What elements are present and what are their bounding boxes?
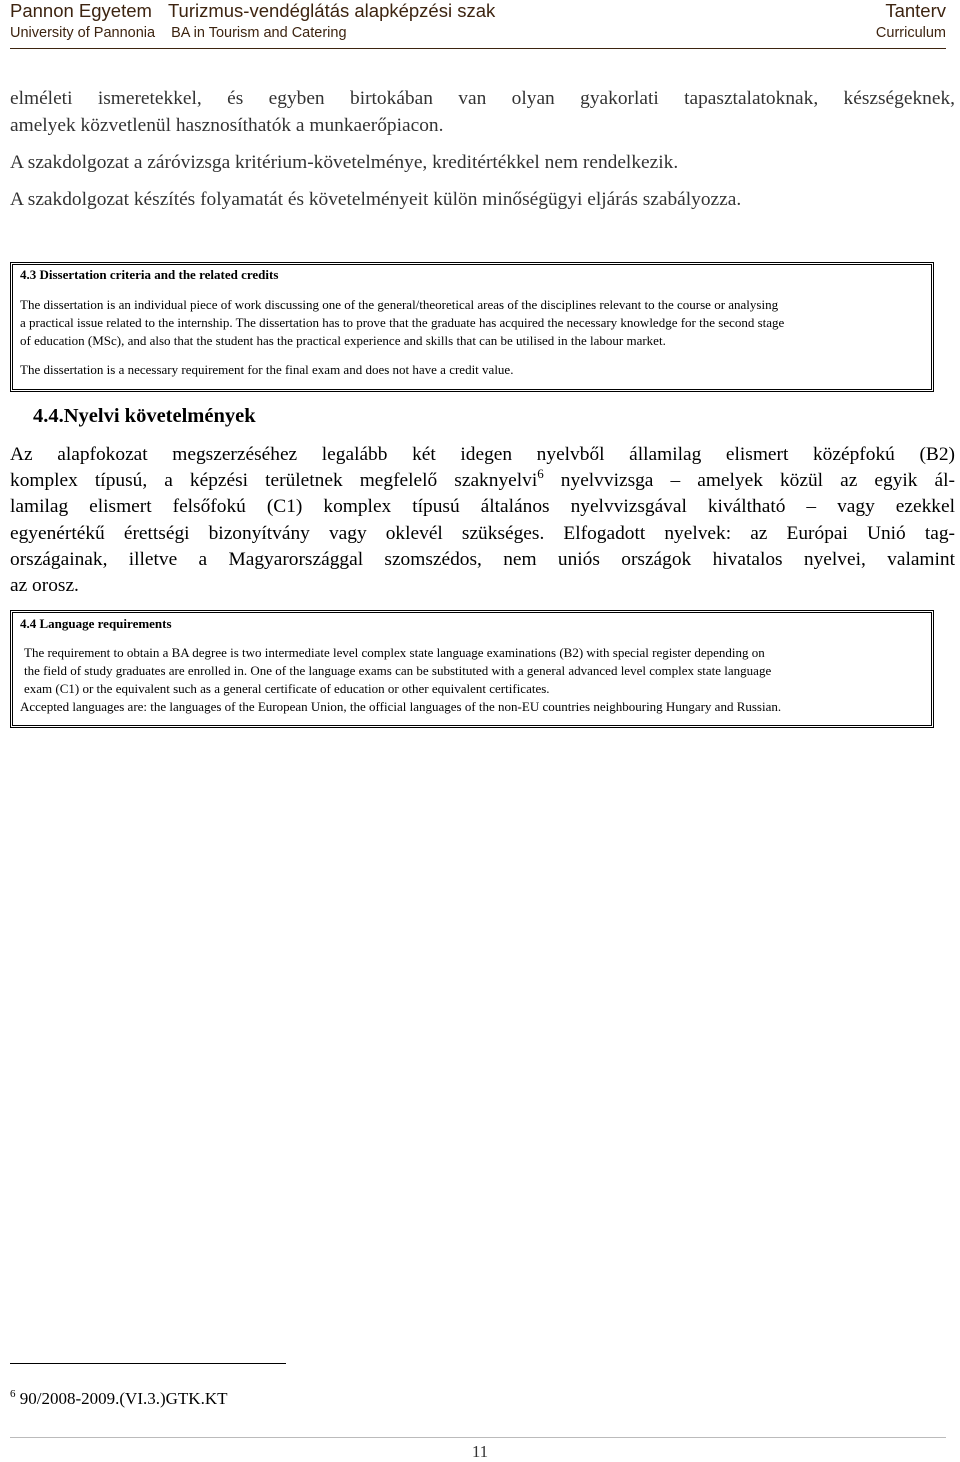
para-line-3: lamilag elismert felsőfokú (C1) komplex típusú általános nyelvvizsgával kiváltható – vagy ezekkel (10, 496, 955, 518)
header-doc-type-en: Curriculum (875, 25, 946, 41)
box2-line-3: exam (C1) or the equivalent such as a general certificate of education or other equivalent certificates. (24, 681, 550, 696)
header-divider (10, 48, 946, 49)
box1-line-2: a practical issue related to the internship. The dissertation has to prove that the graduate has acquired the necessary knowledge for the second stage (20, 315, 785, 330)
intro-line-1: elméleti ismeretekkel, és egyben birtokában van olyan gyakorlati tapasztalatoknak, készségeknek, (10, 88, 955, 109)
intro-line-2: amelyek közvetlenül hasznosíthatók a munkaerőpiacon. (10, 115, 444, 136)
page-header-bottom (10, 25, 946, 45)
header-university-en: University of Pannonia (10, 25, 156, 41)
footnote (10, 1389, 228, 1409)
box2-title: 4.4 Language requirements (20, 616, 172, 631)
footnote-divider (10, 1363, 286, 1364)
page-header-top (10, 0, 946, 24)
box1-line-3: of education (MSc), and also that the student has the practical experience and skills that can be utilised in the labour market. (20, 333, 666, 348)
footnote-text: 90/2008-2009.(VI.3.)GTK.KT (15, 1389, 228, 1408)
box2-line-2: the field of study graduates are enrolled in. One of the language exams can be substituted with a general advanced level complex state language (24, 663, 772, 678)
header-program-en: BA in Tourism and Catering (171, 25, 347, 41)
box1-line-1: The dissertation is an individual piece of work discussing one of the general/theoretical areas of the disciplines relevant to the course or analysing (20, 297, 779, 312)
page-number: 11 (471, 1442, 489, 1461)
footer-divider (10, 1437, 946, 1438)
footnote-ref: 6 (537, 466, 544, 482)
footnote-mark: 6 (10, 1388, 16, 1400)
header-university: Pannon Egyetem (10, 0, 152, 21)
para-line-2: komplex típusú, a képzési területnek megfelelő szaknyelvi$^6$ nyelvvizsga – amelyek közül az egyik ál- (10, 466, 956, 492)
header-program: Turizmus-vendéglátás alapképzési szak (167, 0, 496, 21)
box2-line-1: The requirement to obtain a BA degree is two intermediate level complex state language examinations (B2) with special register depending on (24, 645, 765, 660)
box1-line-4: The dissertation is a necessary requirement for the final exam and does not have a credit value. (20, 362, 514, 377)
para-line-6: az orosz. (10, 575, 79, 597)
para-line-1: Az alapfokozat megszerzéséhez legalább két idegen nyelvből államilag elismert középfokú (B2) (10, 444, 955, 465)
para-line-4: egyenértékű érettségi bizonyítvány vagy oklevél szükséges. Elfogadott nyelvek: az Európai Unió tag- (10, 522, 955, 544)
box2-line-4: Accepted languages are: the languages of the European Union, the official languages of the non-EU countries neighbouring Hungary and Russian. (20, 699, 782, 714)
section-heading: 4.4.Nyelvi követelmények (33, 405, 256, 427)
box1-title: 4.3 Dissertation criteria and the related credits (20, 267, 279, 282)
intro-line-4: A szakdolgozat készítés folyamatát és követelményeit külön minőségügyi eljárás szabályozza. (10, 189, 742, 210)
language-requirements-paragraph (10, 442, 955, 599)
para-line-5: országainak, illetve a Magyarországgal szomszédos, nem uniós országok hivatalos nyelvei, valamint (10, 548, 955, 570)
intro-line-3: A szakdolgozat a záróvizsga kritérium-követelménye, kreditértékkel nem rendelkezik. (10, 152, 679, 173)
header-doc-type: Tanterv (885, 0, 946, 21)
